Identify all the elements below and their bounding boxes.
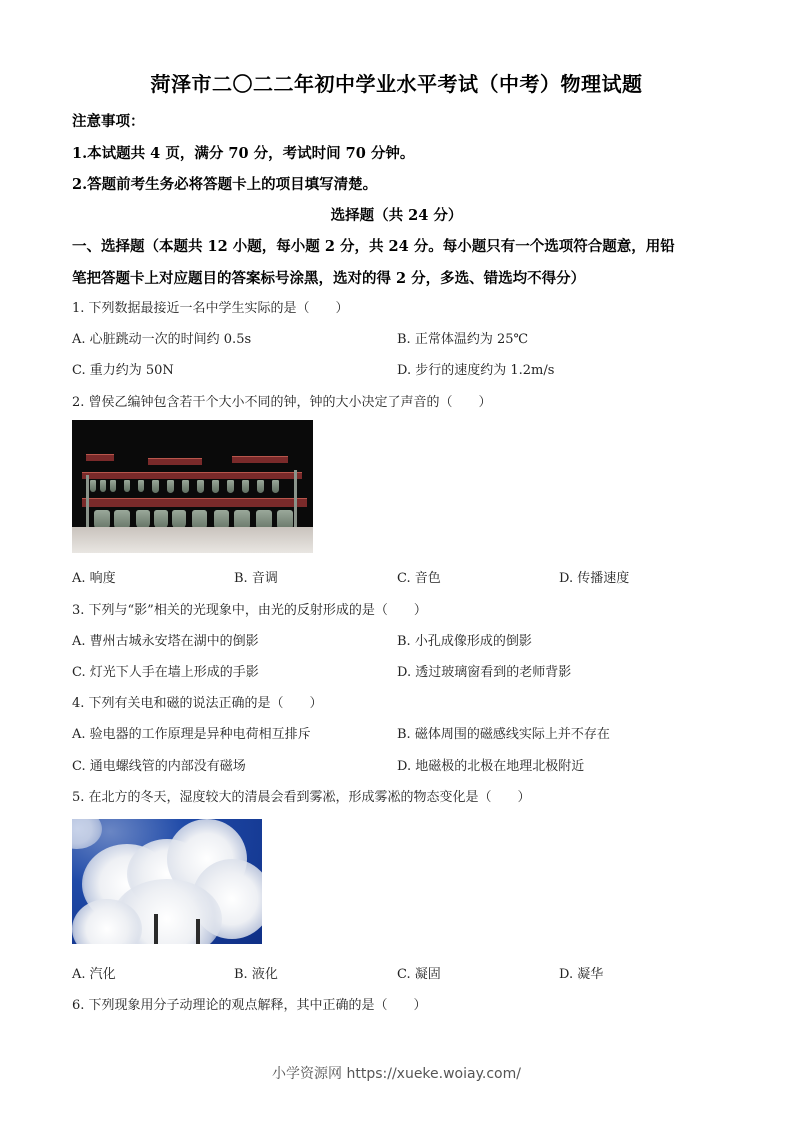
section-title: 选择题（共 24 分） <box>330 207 463 224</box>
question-5-option-a: A. 汽化 <box>72 967 116 982</box>
question-4-option-c: C. 通电螺线管的内部没有磁场 <box>72 759 246 774</box>
question-6-stem: 6. 下列现象用分子动理论的观点解释，其中正确的是（ ） <box>72 998 427 1013</box>
question-3-option-d: D. 透过玻璃窗看到的老师背影 <box>397 665 572 680</box>
question-4-stem: 4. 下列有关电和磁的说法正确的是（ ） <box>72 696 323 711</box>
question-5-option-b: B. 液化 <box>234 967 278 982</box>
question-2-option-a: A. 响度 <box>72 571 116 586</box>
question-4-option-d: D. 地磁极的北极在地理北极附近 <box>397 759 585 774</box>
question-3-stem: 3. 下列与“影”相关的光现象中，由光的反射形成的是（ ） <box>72 603 427 618</box>
bronze-chime-bells-image <box>72 420 313 553</box>
question-1-option-c: C. 重力约为 50N <box>72 363 174 378</box>
question-1-option-a: A. 心脏跳动一次的时间约 0.5s <box>72 332 252 347</box>
page-title: 菏泽市二〇二二年初中学业水平考试（中考）物理试题 <box>150 72 643 96</box>
question-5-stem: 5. 在北方的冬天，湿度较大的清晨会看到雾凇，形成雾凇的物态变化是（ ） <box>72 790 531 805</box>
footer-watermark-link[interactable]: 小学资源网 https://xueke.woiay.com/ <box>272 1066 521 1082</box>
question-1-stem: 1. 下列数据最接近一名中学生实际的是（ ） <box>72 301 349 316</box>
notice-2: 2.答题前考生务必将答题卡上的项目填写清楚。 <box>72 176 378 193</box>
question-5-option-c: C. 凝固 <box>397 967 441 982</box>
notice-1: 1.本试题共 4 页，满分 70 分，考试时间 70 分钟。 <box>72 145 415 162</box>
section-instructions-line-1: 一、选择题（本题共 12 小题，每小题 2 分，共 24 分。每小题只有一个选项符合题意，用铅 <box>72 238 675 255</box>
question-5-option-d: D. 凝华 <box>559 967 604 982</box>
rime-frost-tree-image <box>72 819 262 944</box>
question-2-option-b: B. 音调 <box>234 571 278 586</box>
question-2-option-c: C. 音色 <box>397 571 441 586</box>
question-3-option-b: B. 小孔成像形成的倒影 <box>397 634 532 649</box>
question-1-option-d: D. 步行的速度约为 1.2m/s <box>397 363 555 378</box>
question-2-option-d: D. 传播速度 <box>559 571 630 586</box>
question-4-option-a: A. 验电器的工作原理是异种电荷相互排斥 <box>72 727 311 742</box>
question-4-option-b: B. 磁体周围的磁感线实际上并不存在 <box>397 727 610 742</box>
question-3-option-a: A. 曹州古城永安塔在湖中的倒影 <box>72 634 259 649</box>
question-1-option-b: B. 正常体温约为 25℃ <box>397 332 529 347</box>
section-instructions-line-2: 笔把答题卡上对应题目的答案标号涂黑，选对的得 2 分，多选、错选均不得分） <box>72 270 586 287</box>
notice-heading: 注意事项： <box>72 113 145 130</box>
question-2-stem: 2. 曾侯乙编钟包含若干个大小不同的钟，钟的大小决定了声音的（ ） <box>72 395 492 410</box>
question-3-option-c: C. 灯光下人手在墙上形成的手影 <box>72 665 259 680</box>
